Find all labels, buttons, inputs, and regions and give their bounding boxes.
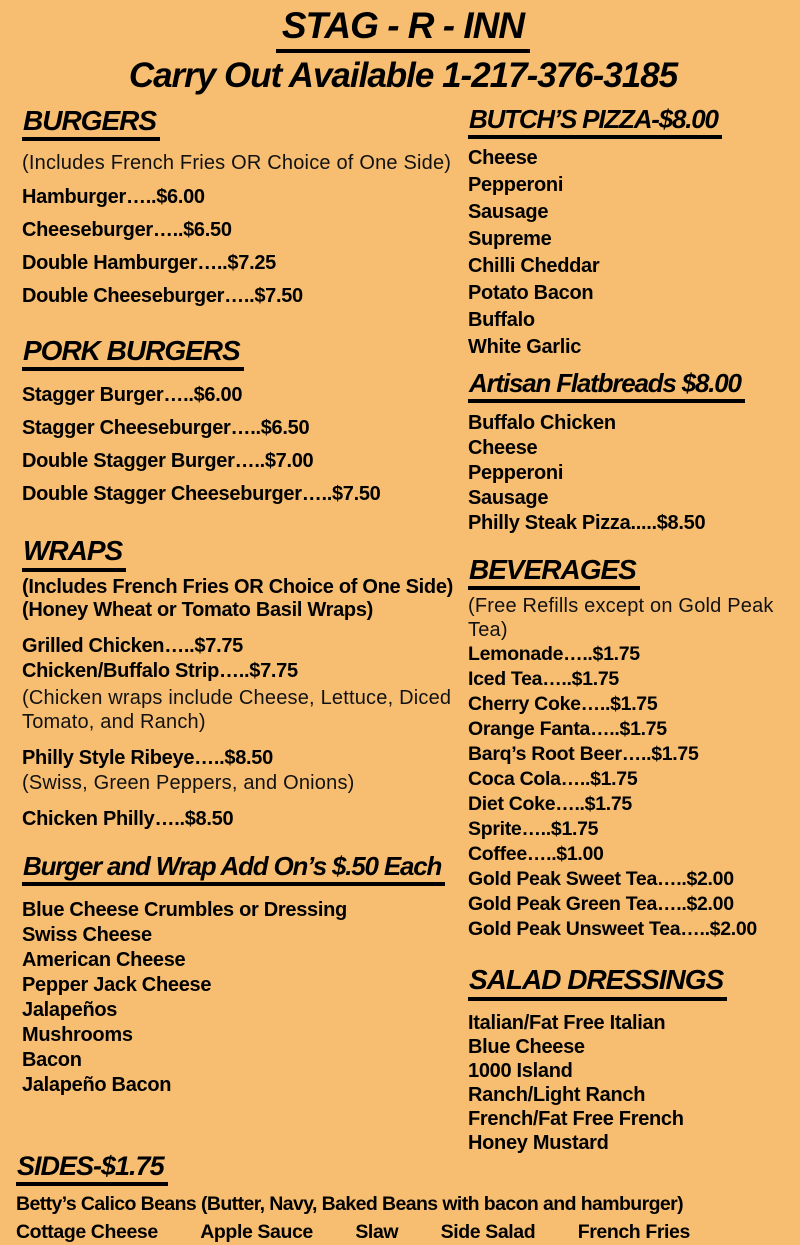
- burgers-items: [22, 181, 464, 313]
- menu-header: [16, 6, 790, 97]
- menu-item: Cheeseburger…..$6.50: [22, 219, 232, 242]
- section-pork-burgers: [22, 335, 464, 511]
- menu-item: Sprite…..$1.75: [468, 818, 599, 841]
- add-ons-items: [22, 898, 464, 1098]
- menu-item: Stagger Burger…..$6.00: [22, 384, 243, 407]
- menu-item: Gold Peak Green Tea…..$2.00: [468, 893, 734, 916]
- left-column: [16, 105, 464, 1155]
- menu-item: Cottage Cheese: [16, 1220, 158, 1243]
- menu-item: Double Cheeseburger…..$7.50: [22, 285, 303, 308]
- menu-item: Pepperoni: [468, 173, 564, 196]
- menu-item: Swiss Cheese: [22, 923, 152, 946]
- menu-item: Supreme: [468, 227, 552, 250]
- menu-item: 1000 Island: [468, 1059, 573, 1082]
- menu-item: American Cheese: [22, 948, 186, 971]
- menu-item: French/Fat Free French: [468, 1107, 684, 1130]
- menu-item: Gold Peak Sweet Tea…..$2.00: [468, 868, 734, 891]
- menu-item: Iced Tea…..$1.75: [468, 668, 619, 691]
- menu-item: Sausage: [468, 486, 549, 509]
- menu-item: Jalapeños: [22, 998, 118, 1021]
- menu-item: Gold Peak Unsweet Tea…..$2.00: [468, 918, 757, 941]
- menu-item: Grilled Chicken…..$7.75: [22, 634, 243, 657]
- section-burgers: [22, 105, 464, 313]
- flatbreads-heading: Artisan Flatbreads $8.00: [468, 369, 745, 403]
- menu-item: Chicken/Buffalo Strip…..$7.75: [22, 659, 298, 682]
- wraps-note-chicken-includes: (Chicken wraps include Cheese, Lettuce, Diced Tomato, and Ranch): [22, 686, 452, 733]
- pork-burgers-heading: PORK BURGERS: [22, 335, 244, 371]
- sides-items-row: [16, 1219, 790, 1245]
- menu-item: Orange Fanta…..$1.75: [468, 718, 667, 741]
- menu-columns: [16, 105, 790, 1155]
- wraps-items-chicken: [22, 634, 464, 684]
- beverages-heading: BEVERAGES: [468, 554, 640, 590]
- menu-item: Lemonade…..$1.75: [468, 643, 640, 666]
- menu-item: Apple Sauce: [200, 1220, 313, 1243]
- menu-item: Slaw: [355, 1220, 399, 1243]
- menu-item: Pepperoni: [468, 461, 564, 484]
- menu-item: Hamburger…..$6.00: [22, 186, 205, 209]
- menu-item: Buffalo: [468, 308, 535, 331]
- menu-item: Pepper Jack Cheese: [22, 973, 212, 996]
- menu-item: Philly Style Ribeye…..$8.50: [22, 746, 273, 769]
- menu-title: STAG - R - INN: [276, 6, 530, 53]
- menu-item: Cheese: [468, 436, 538, 459]
- burgers-note: (Includes French Fries OR Choice of One Side): [22, 152, 452, 175]
- menu-item: Potato Bacon: [468, 281, 594, 304]
- add-ons-heading: Burger and Wrap Add On’s $.50 Each: [22, 852, 445, 886]
- menu-item: Cheese: [468, 146, 538, 169]
- menu-item: Side Salad: [440, 1220, 536, 1243]
- section-sides: [16, 1151, 790, 1245]
- menu-item: Double Stagger Cheeseburger…..$7.50: [22, 483, 381, 506]
- menu-item: Chicken Philly…..$8.50: [22, 807, 234, 830]
- menu-item: Blue Cheese: [468, 1035, 585, 1058]
- carry-out-phone: Carry Out Available 1-217-376-3185: [128, 55, 678, 95]
- beverages-note: (Free Refills except on Gold Peak Tea): [468, 595, 774, 642]
- menu-item: Jalapeño Bacon: [22, 1073, 172, 1096]
- section-salad-dressings: [468, 964, 790, 1154]
- menu-item: Chilli Cheddar: [468, 254, 600, 277]
- wraps-heading: WRAPS: [22, 535, 126, 571]
- wraps-notes: [22, 576, 464, 622]
- menu-item: Double Stagger Burger…..$7.00: [22, 450, 314, 473]
- sides-heading: SIDES-$1.75: [16, 1151, 168, 1186]
- menu-item: Double Hamburger…..$7.25: [22, 252, 276, 275]
- menu-item: Coca Cola…..$1.75: [468, 768, 638, 791]
- section-wraps: [22, 535, 464, 831]
- menu-item: Diet Coke…..$1.75: [468, 793, 632, 816]
- menu-item: French Fries: [577, 1220, 690, 1243]
- menu-item: Philly Steak Pizza.....$8.50: [468, 511, 706, 534]
- menu-item: Sausage: [468, 200, 549, 223]
- wraps-note-ribeye-includes: (Swiss, Green Peppers, and Onions): [22, 771, 355, 794]
- menu-item: Cherry Coke…..$1.75: [468, 693, 658, 716]
- section-pizza: [468, 105, 790, 361]
- salad-dressings-heading: SALAD DRESSINGS: [468, 964, 727, 1000]
- pizza-items: [468, 145, 790, 361]
- wraps-note-sides: (Includes French Fries OR Choice of One Side): [22, 575, 454, 598]
- menu-item: Coffee…..$1.00: [468, 843, 604, 866]
- sides-beans-line: Betty’s Calico Beans (Butter, Navy, Baked Beans with bacon and hamburger): [16, 1192, 684, 1215]
- burgers-heading: BURGERS: [22, 105, 160, 141]
- section-beverages: [468, 554, 790, 942]
- pizza-heading: BUTCH’S PIZZA-$8.00: [468, 105, 722, 139]
- menu-item: White Garlic: [468, 335, 582, 358]
- menu-item: Bacon: [22, 1048, 82, 1071]
- menu-item: Stagger Cheeseburger…..$6.50: [22, 417, 310, 440]
- beverages-items: [468, 642, 790, 942]
- menu-item: Buffalo Chicken: [468, 411, 616, 434]
- section-flatbreads: [468, 369, 790, 536]
- menu-item: Barq’s Root Beer…..$1.75: [468, 743, 699, 766]
- salad-dressings-items: [468, 1011, 790, 1155]
- wraps-note-breads: (Honey Wheat or Tomato Basil Wraps): [22, 598, 374, 621]
- menu-item: Italian/Fat Free Italian: [468, 1011, 666, 1034]
- flatbreads-items: [468, 411, 790, 536]
- pork-burgers-items: [22, 379, 464, 511]
- menu-item: Ranch/Light Ranch: [468, 1083, 646, 1106]
- section-add-ons: [22, 852, 464, 1098]
- right-column: [464, 105, 790, 1155]
- menu-item: Blue Cheese Crumbles or Dressing: [22, 898, 347, 921]
- menu-item: Honey Mustard: [468, 1131, 609, 1154]
- menu-item: Mushrooms: [22, 1023, 133, 1046]
